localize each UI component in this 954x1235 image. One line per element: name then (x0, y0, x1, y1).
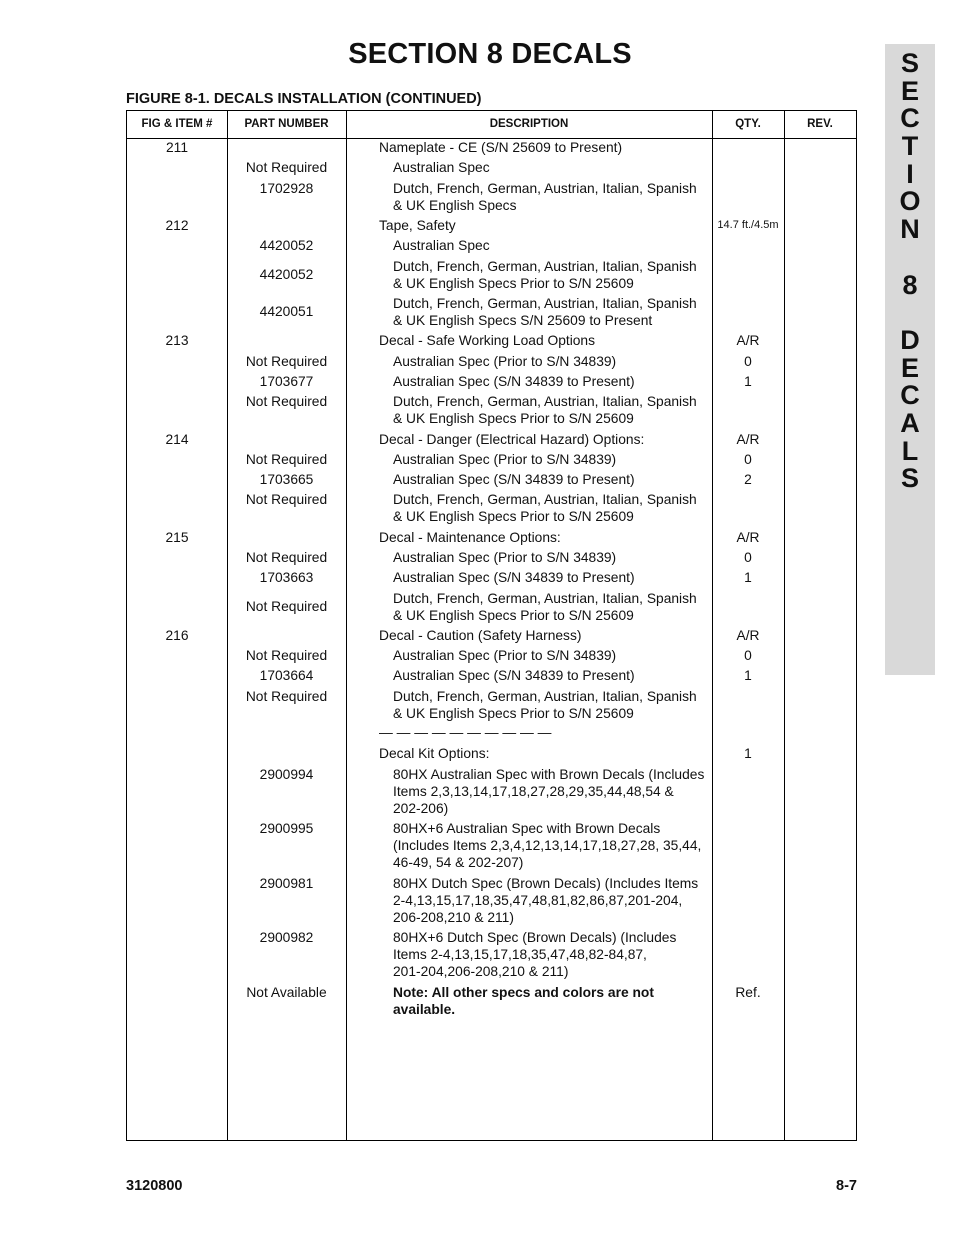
part-number-cell: 2900994 (259, 767, 314, 782)
side-tab-letter: A (900, 407, 920, 438)
description-cell: Dutch, French, German, Austrian, Italian, Spanish & UK English Specs Prior to S/N 25609 (393, 689, 697, 721)
description-cell: Australian Spec (Prior to S/N 34839) (393, 648, 617, 663)
description-cell: Decal Kit Options: (379, 746, 490, 761)
col-header-qty: QTY. (735, 118, 761, 130)
document-number: 3120800 (126, 1178, 183, 1194)
side-tab-letter: S (900, 463, 919, 494)
part-number-cell: 1703663 (259, 570, 314, 585)
description-cell: Dutch, French, German, Austrian, Italian, Spanish & UK English Specs Prior to S/N 25609 (393, 591, 697, 623)
qty-cell: 1 (744, 374, 752, 389)
side-tab-letter (885, 299, 935, 327)
description-cell: Dutch, French, German, Austrian, Italian, Spanish & UK English Specs Prior to S/N 25609 (393, 394, 697, 426)
qty-cell: 2 (744, 472, 752, 487)
description-cell: 80HX+6 Dutch Spec (Brown Decals) (Includes Items 2-4,13,15,17,18,35,47,48,82-84,87, 201-204,206-208,210 & 211) (393, 930, 677, 979)
section-title: SECTION 8 DECALS (348, 38, 632, 70)
qty-cell: A/R (736, 432, 760, 447)
column-divider (784, 111, 785, 1140)
section-side-tab (885, 44, 935, 675)
part-number-cell: Not Required (245, 689, 328, 704)
fig-item-cell: 215 (165, 530, 189, 545)
description-cell: Decal - Danger (Electrical Hazard) Options: (379, 432, 645, 447)
side-tab-letter: N (900, 214, 920, 245)
qty-cell: 0 (744, 648, 752, 663)
description-cell: Dutch, French, German, Austrian, Italian, Spanish & UK English Specs Prior to S/N 25609 (393, 259, 697, 291)
description-cell: Australian Spec (393, 160, 490, 175)
column-divider (346, 111, 347, 1140)
side-tab-letter: I (906, 158, 914, 189)
fig-item-cell: 216 (165, 628, 189, 643)
part-number-cell: 1703665 (259, 472, 314, 487)
part-number-cell: 1703664 (259, 668, 314, 683)
part-number-cell: 4420052 (259, 238, 314, 253)
page-number: 8-7 (836, 1178, 857, 1194)
side-tab-letter: T (901, 131, 919, 162)
qty-cell: 0 (744, 452, 752, 467)
side-tab-letter: C (900, 103, 920, 134)
fig-item-cell: 214 (165, 432, 189, 447)
part-number-cell: Not Available (246, 985, 327, 1000)
qty-cell: A/R (736, 333, 760, 348)
col-header-fig: FIG & ITEM # (141, 118, 213, 130)
description-cell: Dutch, French, German, Austrian, Italian, Spanish & UK English Specs (393, 181, 697, 213)
description-cell: Dutch, French, German, Austrian, Italian, Spanish & UK English Specs Prior to S/N 25609 (393, 492, 697, 524)
col-header-rev: REV. (807, 118, 833, 130)
side-tab-letter (885, 244, 935, 272)
part-number-cell: Not Required (245, 394, 328, 409)
description-cell: Decal - Caution (Safety Harness) (379, 628, 582, 643)
description-cell: Australian Spec (S/N 34839 to Present) (393, 374, 635, 389)
side-tab-letter: C (900, 380, 920, 411)
qty-cell: 1 (744, 668, 752, 683)
side-tab-letter: E (900, 352, 919, 383)
side-tab-letter: E (900, 75, 919, 106)
part-number-cell: Not Required (245, 492, 328, 507)
description-cell: Australian Spec (S/N 34839 to Present) (393, 570, 635, 585)
part-number-cell: Not Required (245, 452, 328, 467)
part-number-cell: Not Required (245, 354, 328, 369)
description-cell: Decal - Maintenance Options: (379, 530, 561, 545)
side-tab-letter: D (900, 324, 920, 355)
description-cell: Australian Spec (393, 238, 490, 253)
description-cell: 80HX+6 Australian Spec with Brown Decals (Includes Items 2,3,4,12,13,14,17,18,27,28, 35,44, 46-49, 54 & 202-207) (393, 821, 702, 870)
side-tab-letters (885, 50, 935, 493)
description-cell: Dutch, French, German, Austrian, Italian, Spanish & UK English Specs S/N 25609 to Present (393, 296, 697, 328)
qty-cell: 1 (744, 746, 752, 761)
side-tab-letter: 8 (902, 269, 918, 300)
qty-cell: 0 (744, 550, 752, 565)
side-tab-letter: S (900, 48, 919, 78)
qty-cell: Ref. (735, 985, 761, 1000)
fig-item-cell: 212 (165, 218, 189, 233)
part-number-cell: 2900995 (259, 821, 314, 836)
part-number-cell: 4420051 (259, 304, 314, 319)
part-number-cell: 2900981 (259, 876, 314, 891)
fig-item-cell: 213 (165, 333, 189, 348)
decals-table (126, 110, 857, 1141)
col-header-part: PART NUMBER (244, 118, 329, 130)
description-cell: Australian Spec (Prior to S/N 34839) (393, 354, 617, 369)
part-number-cell: Not Required (245, 550, 328, 565)
qty-cell: 14.7 ft./4.5m (717, 219, 779, 231)
part-number-cell: 1703677 (259, 374, 314, 389)
side-tab-letter: O (899, 186, 921, 217)
qty-cell: 1 (744, 570, 752, 585)
description-cell: Note: All other specs and colors are not available. (393, 985, 654, 1017)
description-cell: Australian Spec (S/N 34839 to Present) (393, 472, 635, 487)
description-cell: Decal - Safe Working Load Options (379, 333, 596, 348)
description-cell: Australian Spec (Prior to S/N 34839) (393, 452, 617, 467)
fig-item-cell: 211 (166, 140, 188, 155)
part-number-cell: 2900982 (259, 930, 314, 945)
part-number-cell: 4420052 (259, 267, 314, 282)
part-number-cell: Not Required (245, 648, 328, 663)
figure-title: FIGURE 8-1. DECALS INSTALLATION (CONTINUED) (126, 91, 482, 107)
qty-cell: A/R (736, 530, 760, 545)
description-cell: 80HX Dutch Spec (Brown Decals) (Includes Items 2-4,13,15,17,18,35,47,48,81,82,86,87,201-204, 206-208,210 & 211) (393, 876, 699, 925)
part-number-cell: Not Required (245, 599, 328, 614)
description-cell: 80HX Australian Spec with Brown Decals (Includes Items 2,3,13,14,17,18,27,28,29,35,44,48,54 & 202-206) (393, 767, 705, 816)
part-number-cell: 1702928 (259, 181, 314, 196)
qty-cell: 0 (744, 354, 752, 369)
description-cell: Australian Spec (Prior to S/N 34839) (393, 550, 617, 565)
col-header-description: DESCRIPTION (489, 118, 569, 130)
description-cell: — — — — — — — — — — (379, 725, 552, 740)
description-cell: Tape, Safety (379, 218, 456, 233)
qty-cell: A/R (736, 628, 760, 643)
part-number-cell: Not Required (245, 160, 328, 175)
description-cell: Australian Spec (S/N 34839 to Present) (393, 668, 635, 683)
description-cell: Nameplate - CE (S/N 25609 to Present) (379, 140, 623, 155)
side-tab-letter: L (901, 435, 919, 466)
